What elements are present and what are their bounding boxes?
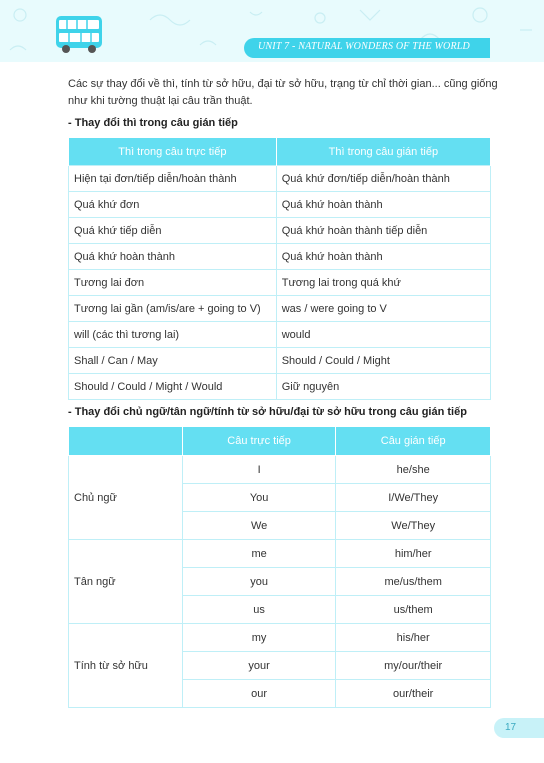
table-cell: Should / Could / Might	[276, 348, 490, 374]
table-cell: our	[182, 680, 335, 708]
table-cell: Tương lai trong quá khứ	[276, 270, 490, 296]
section-heading-tense: - Thay đổi thì trong câu gián tiếp	[68, 117, 238, 129]
table-cell: I	[182, 456, 335, 484]
page-number: 17	[494, 718, 544, 738]
table-cell: us	[182, 596, 335, 624]
table-row	[69, 348, 491, 374]
table-cell: he/she	[336, 456, 491, 484]
table-row	[69, 624, 491, 652]
table-cell: us/them	[336, 596, 491, 624]
table-cell: my/our/their	[336, 652, 491, 680]
tense-change-table	[68, 137, 491, 400]
table-row	[69, 540, 491, 568]
table-cell: Giữ nguyên	[276, 374, 490, 400]
table-cell: will (các thì tương lai)	[69, 322, 277, 348]
pronoun-change-table	[68, 426, 491, 708]
table-cell: your	[182, 652, 335, 680]
table-cell: We	[182, 512, 335, 540]
table-row	[69, 244, 491, 270]
intro-paragraph: Các sự thay đổi về thì, tính từ sở hữu, đại từ sở hữu, trạng từ chỉ thời gian... cũng giống như khi tường thuật lại câu trần thuật.	[68, 78, 498, 107]
table-row	[69, 374, 491, 400]
table-cell: him/her	[336, 540, 491, 568]
table-cell: his/her	[336, 624, 491, 652]
table-cell: Shall / Can / May	[69, 348, 277, 374]
page-header	[0, 0, 544, 62]
double-decker-bus-icon	[55, 14, 103, 54]
table-cell: me/us/them	[336, 568, 491, 596]
table-cell: Quá khứ tiếp diễn	[69, 218, 277, 244]
table-row	[69, 270, 491, 296]
table-row	[69, 166, 491, 192]
table-row	[69, 322, 491, 348]
table-cell: would	[276, 322, 490, 348]
category-cell: Tính từ sở hữu	[69, 624, 183, 708]
table-row	[69, 218, 491, 244]
section-heading-pronoun: - Thay đổi chủ ngữ/tân ngữ/tính từ sở hữu/đại từ sở hữu trong câu gián tiếp	[68, 406, 467, 418]
table-cell: our/their	[336, 680, 491, 708]
table-cell: Quá khứ hoàn thành	[69, 244, 277, 270]
table-cell: Quá khứ hoàn thành tiếp diễn	[276, 218, 490, 244]
table-cell: You	[182, 484, 335, 512]
category-cell: Chủ ngữ	[69, 456, 183, 540]
table-cell: I/We/They	[336, 484, 491, 512]
unit-title: UNIT 7 - NATURAL WONDERS OF THE WORLD	[258, 41, 470, 52]
table-cell: We/They	[336, 512, 491, 540]
table-row	[69, 456, 491, 484]
table-cell: Quá khứ đơn/tiếp diễn/hoàn thành	[276, 166, 490, 192]
column-header: Thì trong câu gián tiếp	[276, 138, 490, 166]
table-header-row	[69, 427, 491, 456]
table-cell: was / were going to V	[276, 296, 490, 322]
table-cell: Quá khứ hoàn thành	[276, 192, 490, 218]
table-cell: you	[182, 568, 335, 596]
table-row	[69, 296, 491, 322]
table-cell: Quá khứ đơn	[69, 192, 277, 218]
column-header: Câu gián tiếp	[336, 427, 491, 456]
table-cell: Should / Could / Might / Would	[69, 374, 277, 400]
table-cell: Quá khứ hoàn thành	[276, 244, 490, 270]
category-cell: Tân ngữ	[69, 540, 183, 624]
table-cell: my	[182, 624, 335, 652]
table-cell: Tương lai đơn	[69, 270, 277, 296]
table-cell: me	[182, 540, 335, 568]
table-header-row	[69, 138, 491, 166]
table-row	[69, 192, 491, 218]
column-header: Câu trực tiếp	[182, 427, 335, 456]
table-cell: Tương lai gần (am/is/are + going to V)	[69, 296, 277, 322]
column-header	[69, 427, 183, 456]
column-header: Thì trong câu trực tiếp	[69, 138, 277, 166]
table-cell: Hiện tại đơn/tiếp diễn/hoàn thành	[69, 166, 277, 192]
